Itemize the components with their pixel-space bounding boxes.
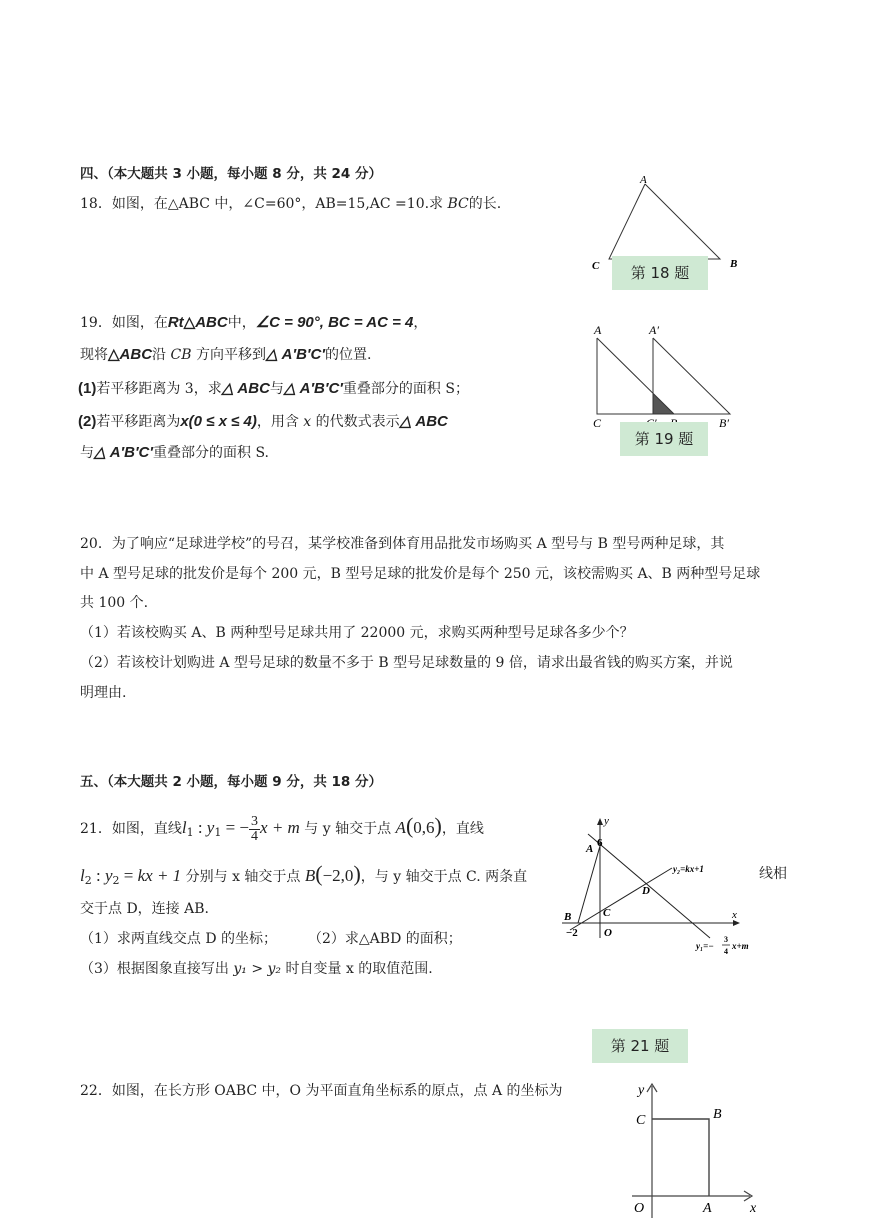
q21-line2-end: 线相 — [759, 866, 787, 882]
q22-label-y: y — [638, 1083, 645, 1098]
q19-label-b2: B′ — [719, 416, 729, 430]
q18-text — [80, 195, 501, 213]
q21-l1-math-l: l — [181, 818, 187, 837]
q19-l1-end: ， — [413, 315, 428, 331]
q18-bc: BC — [447, 196, 469, 212]
q21-l2-pt: B — [304, 866, 316, 885]
q21-frac-num: 3 — [251, 813, 259, 829]
q21-y-arrow — [597, 818, 603, 825]
q22-label-o: O — [634, 1201, 645, 1216]
q19-triangle-abc — [597, 338, 674, 414]
q19-l4-mid: ，用含 — [256, 414, 304, 430]
q19-l3-end: 重叠部分的面积 S； — [342, 381, 469, 397]
q21-l2-mid2: ，与 y 轴交于点 C. 两条直 — [360, 869, 528, 885]
q19-l1-pre: 19．如图，在 — [80, 315, 168, 331]
q21-l2-pt-val: −2,0 — [322, 866, 354, 885]
q20-line6: 明理由. — [80, 685, 127, 701]
q19-l5-end: 重叠部分的面积 S. — [153, 445, 269, 461]
section5-title: 五、（本大题共 2 小题，每小题 9 分，共 18 分） — [80, 774, 383, 790]
q21-label-6: 6 — [597, 837, 603, 849]
q21-l2-mid: 分别与 x 轴交于点 — [181, 869, 305, 885]
q21-label-l1-num: 3 — [724, 935, 728, 944]
q19-l4-cond: x(0 ≤ x ≤ 4) — [180, 413, 257, 430]
q21-line4b: （2）求△ABD 的面积； — [308, 931, 462, 947]
q19-l2-tri: △ — [108, 346, 120, 363]
q19-label-c: C — [593, 416, 602, 430]
q21-l1-pre: 21．如图，直线 — [80, 821, 182, 837]
q21-frac-den: 4 — [251, 828, 259, 844]
q21-caption: 第 21 题 — [592, 1029, 688, 1063]
q21-l5-pre: （3）根据图象直接写出 — [80, 961, 234, 977]
q19-line2 — [80, 346, 371, 364]
q21-label-y: y — [604, 815, 609, 827]
q20-line3: 共 100 个. — [80, 595, 149, 611]
q22-label-a: A — [703, 1201, 712, 1216]
q22-label-c: C — [636, 1113, 646, 1128]
q21-l1-math-y: y — [206, 818, 215, 837]
q22-rectangle — [652, 1119, 709, 1196]
q21-l1-mid: 与 y 轴交于点 — [299, 821, 396, 837]
q19-l4-x: x — [303, 414, 312, 430]
q21-label-x: x — [732, 909, 737, 921]
q21-l5-end: 时自变量 x 的取值范围. — [281, 961, 433, 977]
q19-line5 — [80, 444, 269, 462]
q19-cond: ∠C = 90°, BC = AC = 4 — [255, 314, 414, 331]
q21-line2: $l_2$ : $y_2$ = kx + 1 分别与 x 轴交于点 B(−2,0)，与 y 轴交于点 C. 两条直 — [80, 861, 528, 887]
q21-label-l1-a: y₁=− — [696, 941, 714, 951]
q21-label-a: A — [586, 843, 594, 855]
q21-line4a: （1）求两直线交点 D 的坐标； — [80, 931, 278, 947]
q19-l2-end: 的位置. — [324, 347, 372, 363]
q19-l3-tri2: △ A′B′C′ — [283, 380, 343, 397]
q19-l3-num: (1) — [78, 380, 97, 397]
q19-l2-mid: 沿 — [152, 347, 171, 363]
q22-line1: 22．如图，在长方形 OABC 中，O 为平面直角坐标系的原点，点 A 的坐标为 — [80, 1083, 563, 1099]
q19-line3 — [78, 380, 469, 398]
q19-l2-abc: ABC — [119, 346, 153, 363]
q18-label-a: A — [640, 174, 647, 186]
q21-label-b: B — [564, 911, 572, 923]
q19-l2-pre: 现将 — [80, 347, 108, 363]
q19-l2-tri2: △ A′B′C′ — [265, 346, 325, 363]
q20-line4: （1）若该校购买 A、B 两种型号足球共用了 22000 元，求购买两种型号足球各多少个？ — [80, 625, 634, 641]
q19-triangle-abc-prime — [653, 338, 730, 414]
q19-l3-mid: 与 — [269, 381, 284, 397]
q20-line5: （2）若该校计划购进 A 型号足球的数量不多于 B 型号足球数量的 9 倍，请求出最省钱的购买方案，并说 — [80, 655, 733, 671]
q21-label-l1-b: x+m — [732, 941, 749, 951]
q20-line1: 20．为了响应“足球进学校”的号召，某学校准备到体育用品批发市场购买 A 型号与 B 型号两种足球，其 — [80, 536, 725, 552]
q21-l1-end: ，直线 — [441, 821, 484, 837]
q19-l4-mid2: 的代数式表示 — [311, 414, 400, 430]
q19-label-a2: A′ — [649, 323, 659, 337]
q19-l1-mid: 中， — [227, 315, 256, 331]
q18-label-b: B — [730, 258, 738, 270]
q21-fraction — [249, 815, 260, 844]
q21-label-o: O — [604, 927, 612, 939]
q19-abc: ABC — [195, 314, 228, 331]
q19-l4-tri: △ ABC — [399, 413, 448, 430]
q19-line1 — [80, 314, 427, 332]
q18-label-c: C — [592, 260, 600, 272]
q21-segment-ab — [578, 846, 600, 923]
q19-l3-tri: △ ABC — [221, 380, 270, 397]
q19-label-a: A — [594, 323, 602, 337]
q21-l1-math-tail: x + m — [260, 818, 300, 837]
q19-l4-pre: 若平移距离为 — [96, 414, 181, 430]
q19-l2-mid2: 方向平移到 — [191, 347, 266, 363]
q19-l5-pre: 与 — [80, 445, 94, 461]
q21-label-c: C — [603, 907, 611, 919]
q21-label-l2: y₂=kx+1 — [673, 864, 704, 874]
q21-label-m2: −2 — [566, 927, 578, 939]
q19-l2-cb: CB — [170, 347, 192, 363]
q19-figure — [588, 320, 738, 432]
q21-line3: 交于点 D，连接 AB. — [80, 901, 209, 917]
section4-title: 四、（本大题共 3 小题，每小题 8 分，共 24 分） — [80, 166, 383, 182]
q21-l5-cond: y₁ > y₂ — [233, 961, 282, 977]
q20-line2: 中 A 型号足球的批发价是每个 200 元，B 型号足球的批发价是每个 250 元，该校需购买 A、B 两种型号足球 — [80, 566, 761, 582]
q19-line4 — [78, 413, 448, 431]
q19-caption: 第 19 题 — [620, 422, 708, 456]
q19-l4-num: (2) — [78, 413, 97, 430]
q21-l1-math-sub: 1 — [186, 826, 194, 839]
q19-rt: Rt — [167, 314, 184, 331]
q21-l1-pt-val: 0,6 — [413, 818, 435, 837]
q19-l3-pre: 若平移距离为 3，求 — [96, 381, 222, 397]
q21-l2-math: kx + 1 — [137, 866, 182, 885]
q21-l1-math-eq: = − — [221, 818, 250, 837]
q21-label-d: D — [642, 885, 650, 897]
q21-label-l1-den: 4 — [724, 947, 728, 956]
q22-figure — [626, 1078, 766, 1224]
q21-line1: 21．如图，直线$l_1$ : $y_1$ = − $\frac{3}{4}$ x + m 与 y 轴交于点 A(0,6)，直线 — [80, 813, 484, 844]
q21-figure — [560, 812, 760, 954]
q18-post: 的长. — [468, 196, 502, 212]
q18-caption: 第 18 题 — [612, 256, 708, 290]
q18-pre: 18．如图，在△ABC 中，∠C=60°，AB=15,AC =10.求 — [80, 196, 448, 212]
q21-l1-pt: A — [395, 818, 406, 837]
q22-label-b: B — [713, 1107, 722, 1122]
q22-label-x: x — [750, 1201, 757, 1216]
q18-triangle — [609, 184, 720, 259]
q19-tri: △ — [183, 314, 196, 331]
q21-line5 — [80, 960, 433, 978]
q19-l5-tri: △ A′B′C′ — [94, 444, 153, 461]
